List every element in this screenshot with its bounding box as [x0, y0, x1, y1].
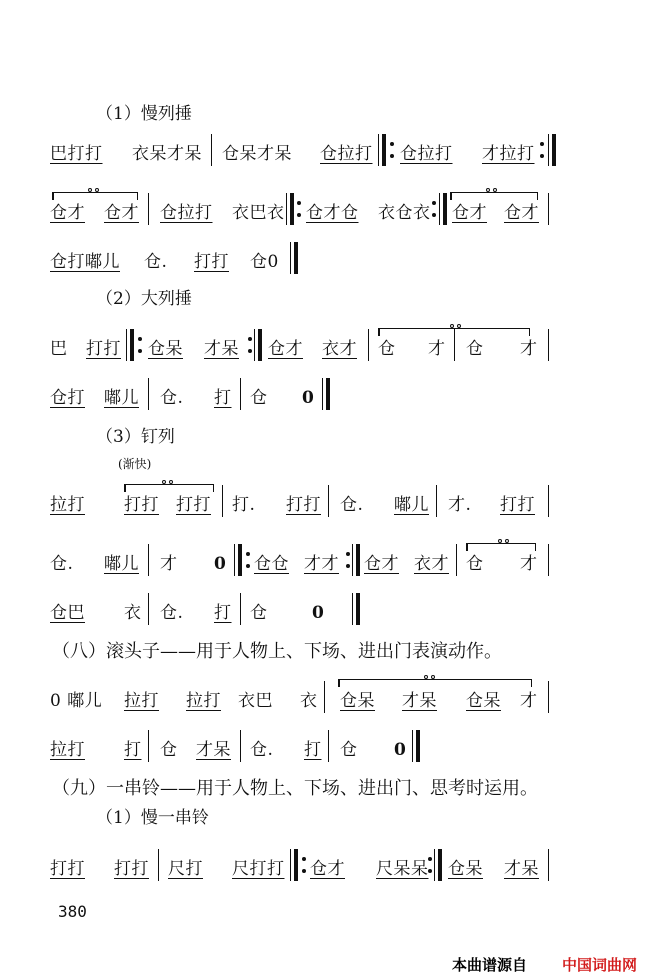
score-syllable: 打打 — [286, 495, 321, 515]
score-syllable: 打 — [304, 740, 322, 760]
accent-circle — [493, 188, 497, 192]
accent-circle — [424, 675, 428, 679]
score-rest: 0 — [214, 554, 227, 574]
score-syllable: 仓拉打 — [400, 144, 453, 164]
score-syllable: 仓才 — [504, 203, 539, 223]
score-syllable: 仓才 — [364, 554, 399, 574]
repeat-dot — [428, 869, 432, 873]
score-syllable: 巴 — [50, 339, 68, 359]
repeat-dot — [297, 213, 301, 217]
score-syllable: 打打 — [114, 859, 149, 879]
score-syllable: 尺呆呆 — [376, 859, 429, 879]
accent-circle — [431, 675, 435, 679]
score-syllable: 仓拉打 — [160, 203, 213, 223]
accent-circle — [162, 480, 166, 484]
score-syllable: 衣巴衣 — [232, 203, 285, 223]
score-syllable: 仓 — [250, 603, 268, 623]
tie-mark — [466, 543, 536, 544]
tie-mark — [124, 484, 214, 485]
repeat-dot — [428, 857, 432, 861]
final-barline — [416, 730, 420, 762]
final-barline — [294, 242, 298, 274]
score-syllable: 才 — [428, 339, 446, 359]
score-syllable: 打. — [232, 495, 256, 515]
page-number: 380 — [58, 902, 87, 921]
score-syllable: 仓呆 — [466, 691, 501, 711]
barline — [211, 134, 212, 166]
score-syllable: 仓. — [50, 554, 74, 574]
repeat-barline — [238, 544, 242, 576]
barline — [368, 329, 369, 361]
score-syllable: 衣 — [300, 691, 318, 711]
score-syllable: 仓. — [160, 603, 184, 623]
barline — [148, 730, 149, 762]
repeat-dot — [302, 857, 306, 861]
score-syllable: 打打 — [124, 495, 159, 515]
score-syllable: 衣巴 — [238, 691, 273, 711]
repeat-dot — [248, 337, 252, 341]
heading-slow-lie-chui: （1）慢列捶 — [96, 104, 192, 124]
repeat-dot — [246, 564, 250, 568]
score-syllable: 才 — [520, 339, 538, 359]
score-syllable: 0 嘟儿 — [50, 691, 103, 711]
score-syllable: 打 — [124, 740, 142, 760]
barline — [322, 378, 323, 410]
score-syllable: 嘟儿 — [104, 388, 139, 408]
score-syllable: 仓. — [340, 495, 364, 515]
score-syllable: 拉打 — [50, 740, 85, 760]
score-rest: 0 — [302, 388, 315, 408]
score-syllable: 打 — [214, 388, 232, 408]
tie-mark — [52, 192, 138, 193]
tempo-marking: (渐快) — [118, 457, 152, 471]
repeat-dot — [432, 213, 436, 217]
repeat-dot — [390, 154, 394, 158]
barline — [434, 849, 435, 881]
barline — [148, 593, 149, 625]
repeat-dot — [297, 201, 301, 205]
barline — [126, 329, 127, 361]
repeat-dot — [248, 349, 252, 353]
barline — [412, 730, 413, 762]
score-syllable: 尺打打 — [232, 859, 285, 879]
repeat-barline — [130, 329, 134, 361]
accent-circle — [505, 539, 509, 543]
barline — [286, 193, 287, 225]
score-syllable: 拉打 — [186, 691, 221, 711]
heading-slow-yi-chuan-ling: （1）慢一串铃 — [96, 808, 209, 828]
barline — [548, 329, 549, 361]
score-syllable: 才 — [520, 691, 538, 711]
barline — [548, 849, 549, 881]
tie-mark — [338, 679, 532, 680]
barline — [240, 730, 241, 762]
barline — [436, 485, 437, 517]
score-syllable: 仓才 — [310, 859, 345, 879]
barline — [222, 485, 223, 517]
site-link[interactable]: 中国词曲网 — [562, 956, 638, 974]
score-syllable: 拉打 — [50, 495, 85, 515]
repeat-barline — [443, 193, 447, 225]
repeat-dot — [390, 142, 394, 146]
repeat-dot — [346, 552, 350, 556]
tie-mark — [450, 192, 538, 193]
score-syllable: 仓呆 — [448, 859, 483, 879]
score-syllable: 才呆 — [504, 859, 539, 879]
score-syllable: 仓才 — [268, 339, 303, 359]
accent-circle — [95, 188, 99, 192]
score-syllable: 仓. — [160, 388, 184, 408]
barline — [352, 544, 353, 576]
accent-circle — [450, 324, 454, 328]
repeat-barline — [294, 849, 298, 881]
barline — [148, 378, 149, 410]
repeat-dot — [540, 142, 544, 146]
barline — [352, 593, 353, 625]
score-syllable: 仓呆才呆 — [222, 144, 292, 164]
repeat-dot — [432, 201, 436, 205]
barline — [240, 593, 241, 625]
score-syllable: 才 — [160, 554, 178, 574]
final-barline — [326, 378, 330, 410]
score-syllable: 衣 — [124, 603, 142, 623]
heading-ding-lie: （3）钉列 — [96, 427, 175, 447]
barline — [290, 849, 291, 881]
barline — [548, 544, 549, 576]
source-label: 本曲谱源自 — [452, 956, 528, 974]
section-yi-chuan-ling: （九）一串铃——用于人物上、下场、进出门、思考时运用。 — [52, 778, 538, 799]
barline — [254, 329, 255, 361]
score-syllable: 仓 — [160, 740, 178, 760]
score-syllable: 嘟儿 — [104, 554, 139, 574]
score-syllable: 才拉打 — [482, 144, 535, 164]
score-syllable: 才呆 — [402, 691, 437, 711]
score-syllable: 打打 — [176, 495, 211, 515]
barline — [158, 849, 159, 881]
score-syllable: 拉打 — [124, 691, 159, 711]
score-syllable: 仓打 — [50, 388, 85, 408]
barline — [148, 544, 149, 576]
repeat-dot — [246, 552, 250, 556]
score-syllable: 尺打 — [168, 859, 203, 879]
score-syllable: 才才 — [304, 554, 339, 574]
repeat-barline — [382, 134, 386, 166]
score-rest: 0 — [312, 603, 325, 623]
score-syllable: 衣才 — [322, 339, 357, 359]
barline — [148, 193, 149, 225]
score-syllable: 打 — [214, 603, 232, 623]
heading-da-lie-chui: （2）大列捶 — [96, 289, 192, 309]
accent-circle — [498, 539, 502, 543]
score-syllable: 仓 — [340, 740, 358, 760]
section-gun-tou-zi: （八）滚头子——用于人物上、下场、进出门表演动作。 — [52, 641, 502, 662]
barline — [324, 681, 325, 713]
barline — [240, 378, 241, 410]
score-syllable: 仓呆 — [148, 339, 183, 359]
score-syllable: 衣仓衣 — [378, 203, 431, 223]
barline — [454, 329, 455, 361]
score-syllable: 打打 — [86, 339, 121, 359]
score-syllable: 仓呆 — [340, 691, 375, 711]
repeat-barline — [438, 849, 442, 881]
repeat-dot — [346, 564, 350, 568]
score-syllable: 仓 — [378, 339, 396, 359]
accent-circle — [486, 188, 490, 192]
score-syllable: 仓. — [144, 252, 168, 272]
barline — [328, 730, 329, 762]
score-syllable: 巴打打 — [50, 144, 103, 164]
repeat-dot — [302, 869, 306, 873]
barline — [234, 544, 235, 576]
accent-circle — [88, 188, 92, 192]
barline — [548, 134, 549, 166]
score-syllable: 嘟儿 — [394, 495, 429, 515]
repeat-dot — [138, 337, 142, 341]
final-barline — [356, 593, 360, 625]
score-syllable: 打打 — [194, 252, 229, 272]
score-syllable: 衣才 — [414, 554, 449, 574]
score-syllable: 才 — [520, 554, 538, 574]
barline — [548, 193, 549, 225]
repeat-barline — [552, 134, 556, 166]
repeat-barline — [356, 544, 360, 576]
score-rest: 0 — [394, 740, 407, 760]
score-syllable: 仓打嘟儿 — [50, 252, 120, 272]
repeat-barline — [290, 193, 294, 225]
barline — [548, 485, 549, 517]
score-syllable: 打打 — [500, 495, 535, 515]
score-syllable: 才. — [448, 495, 472, 515]
score-syllable: 仓拉打 — [320, 144, 373, 164]
score-syllable: 仓才仓 — [306, 203, 359, 223]
barline — [439, 193, 440, 225]
barline — [456, 544, 457, 576]
score-syllable: 仓0 — [250, 252, 279, 272]
score-syllable: 仓才 — [104, 203, 139, 223]
score-syllable: 仓 — [466, 554, 484, 574]
repeat-dot — [138, 349, 142, 353]
accent-circle — [457, 324, 461, 328]
score-syllable: 仓. — [250, 740, 274, 760]
score-syllable: 仓才 — [50, 203, 85, 223]
score-syllable: 仓 — [250, 388, 268, 408]
score-syllable: 仓 — [466, 339, 484, 359]
score-syllable: 仓才 — [452, 203, 487, 223]
barline — [378, 134, 379, 166]
barline — [548, 681, 549, 713]
score-syllable: 才呆 — [204, 339, 239, 359]
score-syllable: 衣呆才呆 — [132, 144, 202, 164]
repeat-barline — [258, 329, 262, 361]
barline — [328, 485, 329, 517]
barline — [290, 242, 291, 274]
accent-circle — [169, 480, 173, 484]
score-syllable: 仓仓 — [254, 554, 289, 574]
score-syllable: 才呆 — [196, 740, 231, 760]
score-syllable: 仓巴 — [50, 603, 85, 623]
repeat-dot — [540, 154, 544, 158]
score-syllable: 打打 — [50, 859, 85, 879]
